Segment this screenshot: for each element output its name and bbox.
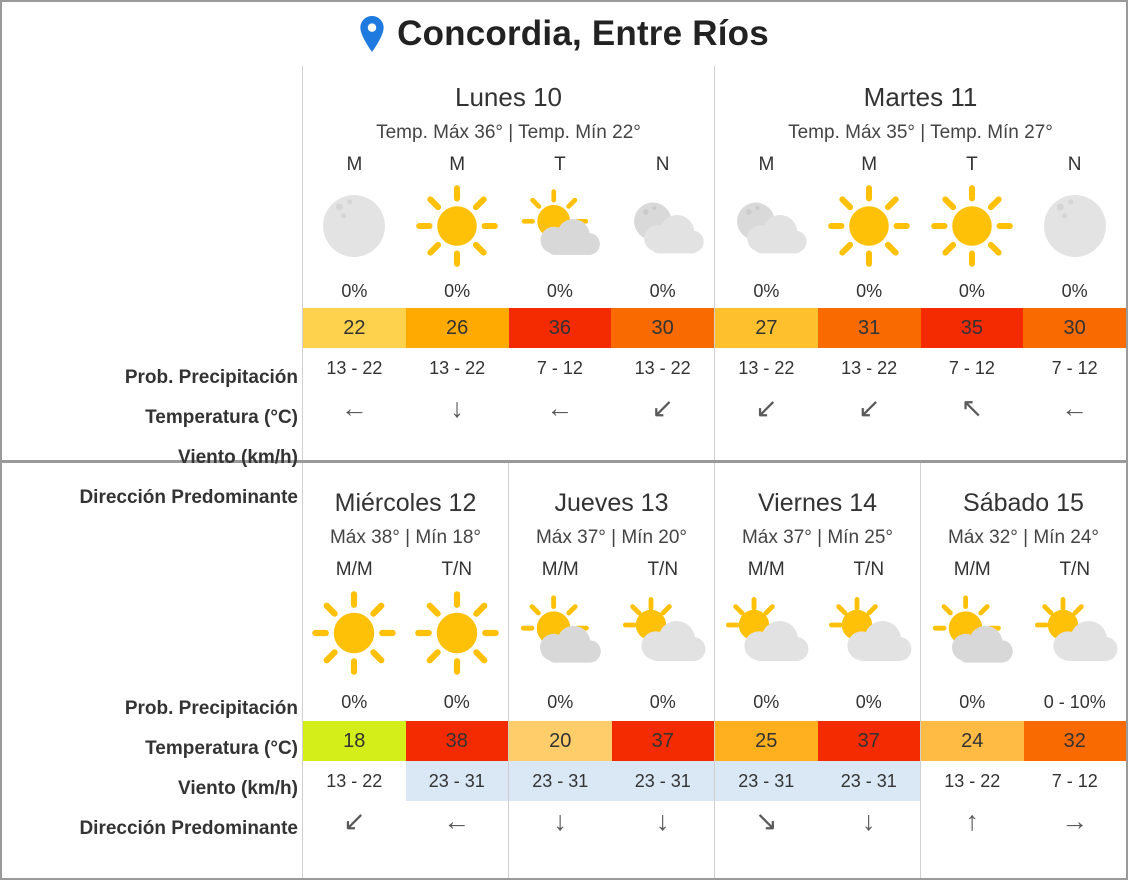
forecast-slot xyxy=(509,152,612,460)
temperature-value: 22 xyxy=(303,308,406,348)
wind-direction-arrow-icon: ← xyxy=(546,392,574,423)
temperature-value: 18 xyxy=(303,721,406,761)
temperature-value: 30 xyxy=(611,308,714,348)
precipitation-value: 0% xyxy=(443,692,470,712)
wind-value: 13 - 22 xyxy=(326,358,383,378)
day-column xyxy=(302,66,714,460)
cloudy-night-icon xyxy=(611,178,714,274)
wind-value: 23 - 31 xyxy=(818,761,921,801)
precipitation-value: 0% xyxy=(1061,281,1088,301)
forecast-slot xyxy=(303,152,406,460)
slot-period-label: T xyxy=(554,154,566,175)
temperature-value: 20 xyxy=(509,721,612,761)
forecast-slot xyxy=(406,557,509,878)
temperature-value: 25 xyxy=(715,721,818,761)
day-slots xyxy=(921,557,1126,878)
wind-direction-arrow-icon: ↙ xyxy=(651,392,674,423)
precipitation-value: 0% xyxy=(649,692,676,712)
partly-cloudy-icon xyxy=(1024,583,1127,683)
day-slots xyxy=(715,557,920,878)
slot-period-label: T/N xyxy=(1059,559,1091,580)
day-column xyxy=(302,463,508,878)
slot-period-label: M xyxy=(346,154,363,175)
wind-value: 13 - 22 xyxy=(326,771,383,791)
slot-period-label: T/N xyxy=(647,559,679,580)
temperature-value: 32 xyxy=(1024,721,1127,761)
temperature-value: 35 xyxy=(921,308,1024,348)
cloudy-icon xyxy=(1023,178,1126,274)
day-title: Lunes 10 xyxy=(455,82,562,112)
top-days-container xyxy=(302,66,1126,460)
wind-value: 23 - 31 xyxy=(612,761,715,801)
forecast-slot xyxy=(818,557,921,878)
bottom-days-container xyxy=(302,463,1126,878)
slot-period-label: M/M xyxy=(953,559,991,580)
slot-period-label: N xyxy=(1067,154,1082,175)
forecast-slot xyxy=(715,152,818,460)
precipitation-value: 0% xyxy=(444,281,471,301)
forecast-slot xyxy=(1024,557,1127,878)
label-precipitation: Prob. Precipitación xyxy=(124,367,298,388)
day-column xyxy=(714,463,920,878)
day-minmax: Máx 38° | Mín 18° xyxy=(329,527,482,548)
day-title: Sábado 15 xyxy=(963,489,1084,517)
cloudy-icon xyxy=(303,178,406,274)
precipitation-value: 0% xyxy=(856,281,883,301)
precipitation-value: 0% xyxy=(341,692,368,712)
wind-value: 7 - 12 xyxy=(1051,771,1098,791)
partly-sunny-icon xyxy=(509,178,612,274)
forecast-slot xyxy=(612,557,715,878)
label-temperature: Temperatura (°C) xyxy=(145,738,298,759)
wind-direction-arrow-icon: ↙ xyxy=(857,392,881,423)
day-minmax: Temp. Máx 36° | Temp. Mín 22° xyxy=(376,122,641,143)
label-wind: Viento (km/h) xyxy=(178,447,298,468)
cloudy-night-icon xyxy=(715,178,818,274)
precipitation-value: 0% xyxy=(958,281,985,301)
day-slots xyxy=(715,152,1126,460)
location-pin-icon xyxy=(359,16,385,52)
forecast-slot xyxy=(406,152,509,460)
slot-period-label: M/M xyxy=(747,559,785,580)
partly-sunny-icon xyxy=(921,583,1024,683)
slot-period-label: M xyxy=(861,154,878,175)
precipitation-value: 0% xyxy=(753,281,780,301)
wind-value: 13 - 22 xyxy=(634,358,691,378)
wind-value: 13 - 22 xyxy=(841,358,898,378)
wind-direction-arrow-icon: ↙ xyxy=(342,805,366,836)
slot-period-label: N xyxy=(655,154,670,175)
page-header xyxy=(2,2,1126,66)
wind-value: 13 - 22 xyxy=(738,358,795,378)
day-title: Miércoles 12 xyxy=(334,489,477,517)
forecast-slot xyxy=(818,152,921,460)
precipitation-value: 0% xyxy=(547,692,574,712)
wind-direction-arrow-icon: ↓ xyxy=(656,805,670,836)
slot-period-label: M/M xyxy=(335,559,373,580)
day-column xyxy=(508,463,714,878)
sunny-icon xyxy=(406,178,509,274)
wind-direction-arrow-icon: ↖ xyxy=(960,392,984,423)
temperature-value: 37 xyxy=(818,721,921,761)
wind-direction-arrow-icon: ← xyxy=(340,392,368,423)
day-minmax: Temp. Máx 35° | Temp. Mín 27° xyxy=(788,122,1053,143)
precipitation-value: 0% xyxy=(753,692,780,712)
slot-period-label: M xyxy=(449,154,466,175)
partly-sunny-icon xyxy=(509,583,612,683)
temperature-value: 37 xyxy=(612,721,715,761)
slot-period-label: M xyxy=(758,154,775,175)
forecast-slot xyxy=(1023,152,1126,460)
precipitation-value: 0% xyxy=(341,281,368,301)
day-title: Viernes 14 xyxy=(757,489,878,517)
wind-direction-arrow-icon: ← xyxy=(1061,392,1089,423)
temperature-value: 24 xyxy=(921,721,1024,761)
day-title: Jueves 13 xyxy=(554,489,669,517)
temperature-value: 30 xyxy=(1023,308,1126,348)
precipitation-value: 0% xyxy=(855,692,882,712)
sunny-icon xyxy=(406,583,509,683)
day-slots xyxy=(509,557,714,878)
temperature-value: 27 xyxy=(715,308,818,348)
sunny-icon xyxy=(921,178,1024,274)
top-row-labels-column xyxy=(2,66,302,508)
wind-value: 23 - 31 xyxy=(715,761,818,801)
slot-period-label: M/M xyxy=(541,559,579,580)
day-column xyxy=(920,463,1126,878)
label-direction: Dirección Predominante xyxy=(79,818,298,839)
day-minmax: Máx 37° | Mín 25° xyxy=(741,527,894,548)
partly-cloudy-icon xyxy=(612,583,715,683)
slot-period-label: T/N xyxy=(441,559,473,580)
wind-value: 7 - 12 xyxy=(536,358,583,378)
day-slots xyxy=(303,557,508,878)
day-column xyxy=(714,66,1126,460)
temperature-value: 31 xyxy=(818,308,921,348)
sunny-icon xyxy=(303,583,406,683)
wind-direction-arrow-icon: → xyxy=(1061,805,1089,836)
wind-direction-arrow-icon: ← xyxy=(443,805,471,836)
sunny-icon xyxy=(818,178,921,274)
wind-direction-arrow-icon: ↙ xyxy=(755,392,778,423)
wind-value: 7 - 12 xyxy=(948,358,995,378)
wind-value: 7 - 12 xyxy=(1051,358,1098,378)
label-precipitation: Prob. Precipitación xyxy=(124,698,298,719)
precipitation-value: 0% xyxy=(959,692,986,712)
wind-value: 23 - 31 xyxy=(406,761,509,801)
wind-direction-arrow-icon: ↘ xyxy=(754,805,778,836)
precipitation-value: 0 - 10% xyxy=(1043,692,1106,712)
label-direction: Dirección Predominante xyxy=(79,487,298,508)
slot-period-label: T xyxy=(966,154,978,175)
wind-direction-arrow-icon: ↓ xyxy=(450,392,464,423)
forecast-slot xyxy=(303,557,406,878)
forecast-slot xyxy=(611,152,714,460)
partly-cloudy-icon xyxy=(818,583,921,683)
bottom-row-labels-column xyxy=(2,463,302,878)
slot-period-label: T/N xyxy=(853,559,885,580)
day-minmax: Máx 32° | Mín 24° xyxy=(947,527,1100,548)
label-temperature: Temperatura (°C) xyxy=(145,407,298,428)
wind-value: 23 - 31 xyxy=(509,761,612,801)
page-title: Concordia, Entre Ríos xyxy=(397,14,769,53)
forecast-slot xyxy=(921,152,1024,460)
wind-value: 13 - 22 xyxy=(944,771,1001,791)
precipitation-value: 0% xyxy=(546,281,573,301)
extended-forecast-panel xyxy=(2,463,1126,878)
temperature-value: 36 xyxy=(509,308,612,348)
day-minmax: Máx 37° | Mín 20° xyxy=(535,527,688,548)
temperature-value: 26 xyxy=(406,308,509,348)
wind-value: 13 - 22 xyxy=(429,358,486,378)
forecast-slot xyxy=(715,557,818,878)
precipitation-value: 0% xyxy=(649,281,676,301)
day-title: Martes 11 xyxy=(863,82,978,112)
partly-cloudy-icon xyxy=(715,583,818,683)
wind-direction-arrow-icon: ↓ xyxy=(553,805,567,836)
temperature-value: 38 xyxy=(406,721,509,761)
forecast-slot xyxy=(921,557,1024,878)
wind-direction-arrow-icon: ↓ xyxy=(862,805,876,836)
label-wind: Viento (km/h) xyxy=(178,778,298,799)
wind-direction-arrow-icon: ↑ xyxy=(965,805,979,836)
forecast-slot xyxy=(509,557,612,878)
day-slots xyxy=(303,152,714,460)
